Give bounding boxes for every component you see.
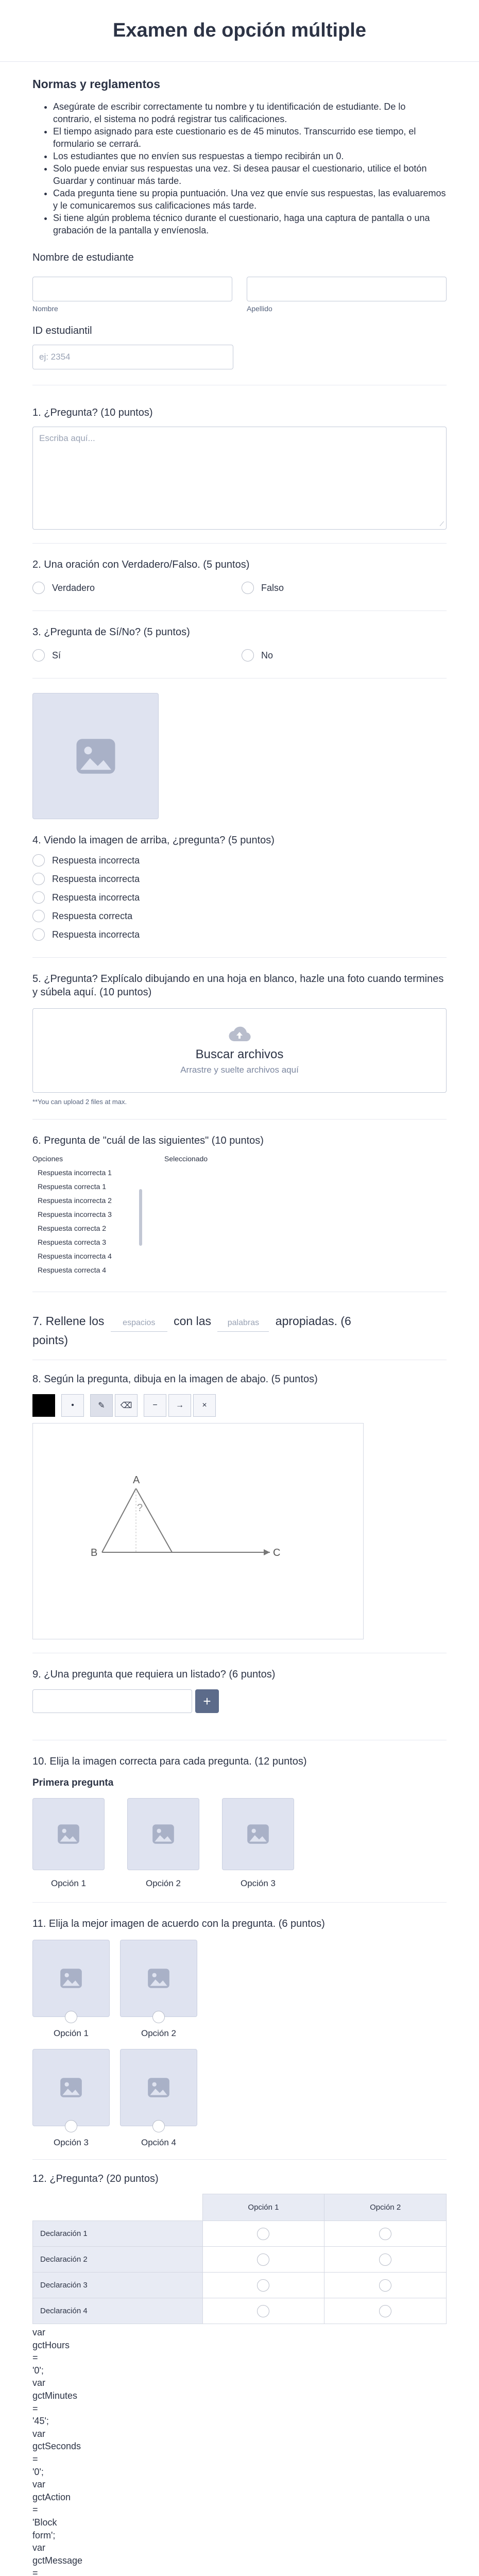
first-name-input[interactable] [32,277,232,301]
option-label: Respuesta incorrecta [52,873,140,884]
q7-blank-input[interactable] [217,1315,269,1332]
q10-title: 10. Elija la imagen correcta para cada pregunta. (12 puntos) [32,1756,307,1767]
list-item[interactable]: Respuesta correcta 1 [38,1182,107,1191]
radio-button[interactable] [32,582,45,594]
q1-title: 1. ¿Pregunta? (10 puntos) [32,407,153,418]
image-placeholder[interactable] [127,1798,199,1870]
matrix-cell[interactable] [202,2298,324,2324]
point-c-label: C [273,1547,281,1558]
q3-option-no[interactable] [242,646,273,665]
q12-section [0,2172,479,2324]
q2-option-true[interactable] [32,579,242,597]
image-choice-group [32,1798,447,1889]
divider [32,1119,447,1120]
q6-selected-column-label: Seleccionado [164,1155,208,1163]
list-item[interactable]: Respuesta correcta 2 [38,1224,107,1232]
matrix-cell[interactable] [324,2298,447,2324]
option-label: Opción 3 [240,1878,276,1888]
student-id-section [0,324,479,369]
image-placeholder[interactable] [120,2049,197,2126]
option-label: Verdadero [52,582,95,593]
image-placeholder[interactable] [32,1798,105,1870]
form-card [0,62,479,2576]
radio-button[interactable] [32,910,45,922]
q4-option[interactable] [32,851,447,870]
q4-option[interactable] [32,870,447,888]
file-upload-dropzone[interactable] [32,1008,447,1093]
rule-item: • Solo puede enviar sus respuestas una vez. Si desea pausar el cuestionario, utilice el botón Guardar y continuar más tarde. [53,162,447,187]
add-item-button[interactable]: + [195,1689,219,1713]
script-line: var [32,2479,46,2490]
q4-title: 4. Viendo la imagen de arriba, ¿pregunta? (5 puntos) [32,835,275,846]
script-line: var [32,2378,46,2388]
option-label: Sí [52,650,61,660]
list-item[interactable]: Respuesta correcta 4 [38,1266,107,1274]
matrix-column-header: Opción 2 [324,2194,447,2221]
q3-section [0,625,479,665]
list-item[interactable]: Respuesta incorrecta 2 [38,1196,112,1205]
radio-button[interactable] [379,2305,391,2317]
radio-button[interactable] [379,2228,391,2240]
image-placeholder[interactable] [32,2049,110,2126]
q11-title: 11. Elija la mejor imagen de acuerdo con la pregunta. (6 puntos) [32,1918,325,1929]
image-icon [146,2075,172,2100]
matrix-cell[interactable] [324,2247,447,2273]
script-line: gctSeconds [32,2441,81,2452]
color-swatch[interactable] [32,1394,55,1417]
script-line: var [32,2543,46,2553]
option-label: Opción 3 [53,2138,89,2147]
list-item-input[interactable] [32,1689,192,1713]
list-item[interactable]: Respuesta incorrecta 1 [38,1168,112,1177]
option-label: No [261,650,273,660]
script-line: = [32,2403,38,2414]
q12-title: 12. ¿Pregunta? (20 puntos) [32,2173,159,2184]
q10-group-title: Primera pregunta [32,1777,114,1788]
image-choice[interactable] [32,1798,105,1889]
embedded-script-text [0,2326,479,2576]
matrix-cell[interactable] [202,2247,324,2273]
matrix-table [32,2194,447,2324]
option-label: Opción 1 [53,2028,89,2038]
option-label: Opción 2 [141,2028,177,2038]
q1-textarea[interactable] [32,427,447,530]
matrix-row-label: Declaración 3 [33,2273,203,2298]
radio-button[interactable] [32,891,45,904]
image-choice[interactable] [32,2049,110,2148]
blank-placeholder: palabras [227,1318,260,1327]
radio-button[interactable] [242,582,254,594]
q6-section [0,1134,479,1278]
rule-item: • Los estudiantes que no envíen sus respuestas a tiempo recibirán un 0. [53,150,447,162]
scrollbar[interactable] [139,1189,142,1246]
image-icon [58,2075,84,2100]
radio-button[interactable] [257,2305,269,2317]
brush-size-button[interactable]: • [61,1394,84,1417]
q7-section [0,1313,479,1348]
radio-button[interactable] [65,2120,77,2132]
rule-item: • El tiempo asignado para este cuestionario es de 45 minutos. Transcurrido ese tiempo, el formulario se cerrará. [53,125,447,150]
image-choice-grid [32,1940,208,2148]
q11-section [0,1917,479,2148]
student-name-label: Nombre de estudiante [32,252,134,263]
radio-button[interactable] [152,2011,165,2023]
image-block [0,693,479,819]
rules-heading: Normas y reglamentos [32,77,160,91]
last-name-sublabel: Apellido [247,304,272,313]
divider [32,543,447,544]
q7-text-part: 7. Rellene los [32,1314,105,1328]
radio-button[interactable] [152,2120,165,2132]
form-title: Examen de opción múltiple [113,20,366,41]
q3-title: 3. ¿Pregunta de Sí/No? (5 puntos) [32,626,190,638]
q7-text-part: points) [32,1333,69,1347]
q4-option[interactable] [32,907,447,925]
radio-button[interactable] [379,2279,391,2292]
option-label: Respuesta incorrecta [52,855,140,866]
q7-text-part: apropiadas. (6 [275,1314,351,1328]
student-id-label: ID estudiantil [32,325,92,336]
q2-title: 2. Una oración con Verdadero/Falso. (5 puntos) [32,559,250,570]
resize-handle-icon[interactable]: ⟋ [439,520,444,528]
divider [32,2159,447,2160]
matrix-row [33,2221,447,2247]
point-a-label: A [133,1475,140,1486]
radio-button[interactable] [257,2228,269,2240]
image-placeholder[interactable] [222,1798,294,1870]
image-choice[interactable] [127,1798,199,1889]
first-name-sublabel: Nombre [32,304,58,313]
q3-option-yes[interactable] [32,646,242,665]
image-choice[interactable] [120,1940,197,2039]
script-line: '0'; [32,2365,44,2376]
script-line: form'; [32,2530,56,2540]
drawing-toolbar [32,1394,447,1417]
last-name-input[interactable] [247,277,447,301]
q8-title: 8. Según la pregunta, dibuja en la imagen de abajo. (5 puntos) [32,1374,318,1385]
q5-section [0,972,479,1106]
cloud-upload-icon [228,1026,251,1042]
unknown-label: ? [137,1502,143,1514]
blank-placeholder: espacios [123,1318,156,1327]
q4-option[interactable] [32,888,447,907]
image-choice[interactable] [120,2049,197,2148]
form-header [0,0,479,62]
rule-item: • Si tiene algún problema técnico durante el cuestionario, haga una captura de pantalla o una grabación de la pantalla y envíenosla. [53,212,447,236]
matrix-row-label: Declaración 2 [33,2247,203,2273]
q9-section [0,1668,479,1713]
script-line: gctMinutes [32,2390,78,2401]
divider [32,957,447,958]
script-line: '45'; [32,2416,49,2427]
undo-button[interactable]: − [144,1394,166,1417]
q5-title: 5. ¿Pregunta? Explícalo dibujando en una hoja en blanco, hazle una foto cuando termines y súbela aquí. (10 puntos) [32,973,444,998]
radio-button[interactable] [32,873,45,885]
image-placeholder [32,693,159,819]
option-label: Respuesta incorrecta [52,929,140,940]
radio-button[interactable] [257,2279,269,2292]
image-icon [245,1821,271,1847]
upload-subtitle: Arrastre y suelte archivos aquí [180,1065,299,1075]
q6-options-list[interactable] [32,1166,139,1278]
q1-placeholder: Escriba aquí... [39,433,95,443]
radio-button[interactable] [257,2253,269,2266]
q7-blank-input[interactable] [111,1315,167,1332]
option-label: Respuesta incorrecta [52,892,140,903]
matrix-column-header: Opción 1 [202,2194,324,2221]
image-icon [146,1965,172,1991]
rule-item: • Cada pregunta tiene su propia puntuación. Una vez que envíe sus respuestas, las evaluaremos y le comunicaremos sus calificaciones más tarde. [53,187,447,212]
image-placeholder[interactable] [32,1940,110,2017]
matrix-cell[interactable] [324,2221,447,2247]
image-choice[interactable] [222,1798,294,1889]
q4-section [0,834,479,944]
divider [32,678,447,679]
script-line: = [32,2453,38,2464]
script-line: '0'; [32,2466,44,2477]
radio-button[interactable] [32,854,45,867]
triangle-diagram [33,1423,364,1640]
divider [32,1902,447,1903]
q7-text-part: con las [174,1314,212,1328]
script-line: gctAction [32,2492,71,2502]
q2-section [0,558,479,597]
q10-section [0,1755,479,1889]
script-line: gctMessage [32,2555,83,2566]
option-label: Opción 2 [145,1878,181,1888]
image-icon [73,733,119,779]
redo-button[interactable]: → [168,1394,191,1417]
script-line: gctHours [32,2340,70,2350]
radio-button[interactable] [65,2011,77,2023]
student-name-section [0,251,479,313]
image-placeholder[interactable] [120,1940,197,2017]
rules-list [32,100,447,236]
q1-section [0,406,479,530]
matrix-row [33,2273,447,2298]
rule-item: • Asegúrate de escribir correctamente tu nombre y tu identificación de estudiante. De lo contrario, el sistema no podrá registrar tus calificaciones. [53,100,447,125]
option-label: Respuesta correcta [52,910,133,921]
radio-button[interactable] [32,928,45,941]
list-item[interactable]: Respuesta incorrecta 4 [38,1252,112,1260]
radio-button[interactable] [32,649,45,662]
upload-title: Buscar archivos [195,1047,284,1061]
image-icon [56,1821,81,1847]
eraser-tool-button[interactable]: ⌫ [115,1394,138,1417]
q9-title: 9. ¿Una pregunta que requiera un listado? (6 puntos) [32,1669,276,1680]
pen-tool-button[interactable]: ✎ [90,1394,113,1417]
image-choice[interactable] [32,1940,110,2039]
image-icon [150,1821,176,1847]
matrix-cell[interactable] [202,2221,324,2247]
matrix-row-label: Declaración 4 [33,2298,203,2324]
radio-button[interactable] [379,2253,391,2266]
q4-option[interactable] [32,925,447,944]
script-line: var [32,2428,46,2439]
list-item[interactable]: Respuesta correcta 3 [38,1238,107,1246]
matrix-corner [33,2194,203,2221]
matrix-cell[interactable] [324,2273,447,2298]
matrix-row-label: Declaración 1 [33,2221,203,2247]
rules-section [0,62,479,236]
student-id-placeholder: ej: 2354 [39,352,71,362]
q6-options-column-label: Opciones [32,1155,63,1163]
script-line: = [32,2352,38,2363]
q6-title: 6. Pregunta de "cuál de las siguientes" (10 puntos) [32,1135,264,1146]
point-b-label: B [91,1547,98,1558]
upload-note: **You can upload 2 files at max. [32,1098,127,1106]
q8-section [0,1372,479,1639]
matrix-row [33,2298,447,2324]
script-line: var [32,2327,46,2337]
drawing-canvas[interactable] [32,1423,364,1639]
option-label: Falso [261,582,284,593]
list-item[interactable]: Respuesta incorrecta 3 [38,1210,112,1218]
script-line: = [32,2568,38,2576]
option-label: Opción 1 [50,1878,87,1888]
script-line: = [32,2504,38,2515]
option-label: Opción 4 [141,2138,177,2147]
clear-button[interactable]: × [193,1394,216,1417]
matrix-row [33,2247,447,2273]
script-line: 'Block [32,2517,57,2528]
radio-button[interactable] [242,649,254,662]
student-id-input[interactable] [32,345,233,369]
matrix-cell[interactable] [202,2273,324,2298]
image-icon [58,1965,84,1991]
q2-option-false[interactable] [242,579,284,597]
